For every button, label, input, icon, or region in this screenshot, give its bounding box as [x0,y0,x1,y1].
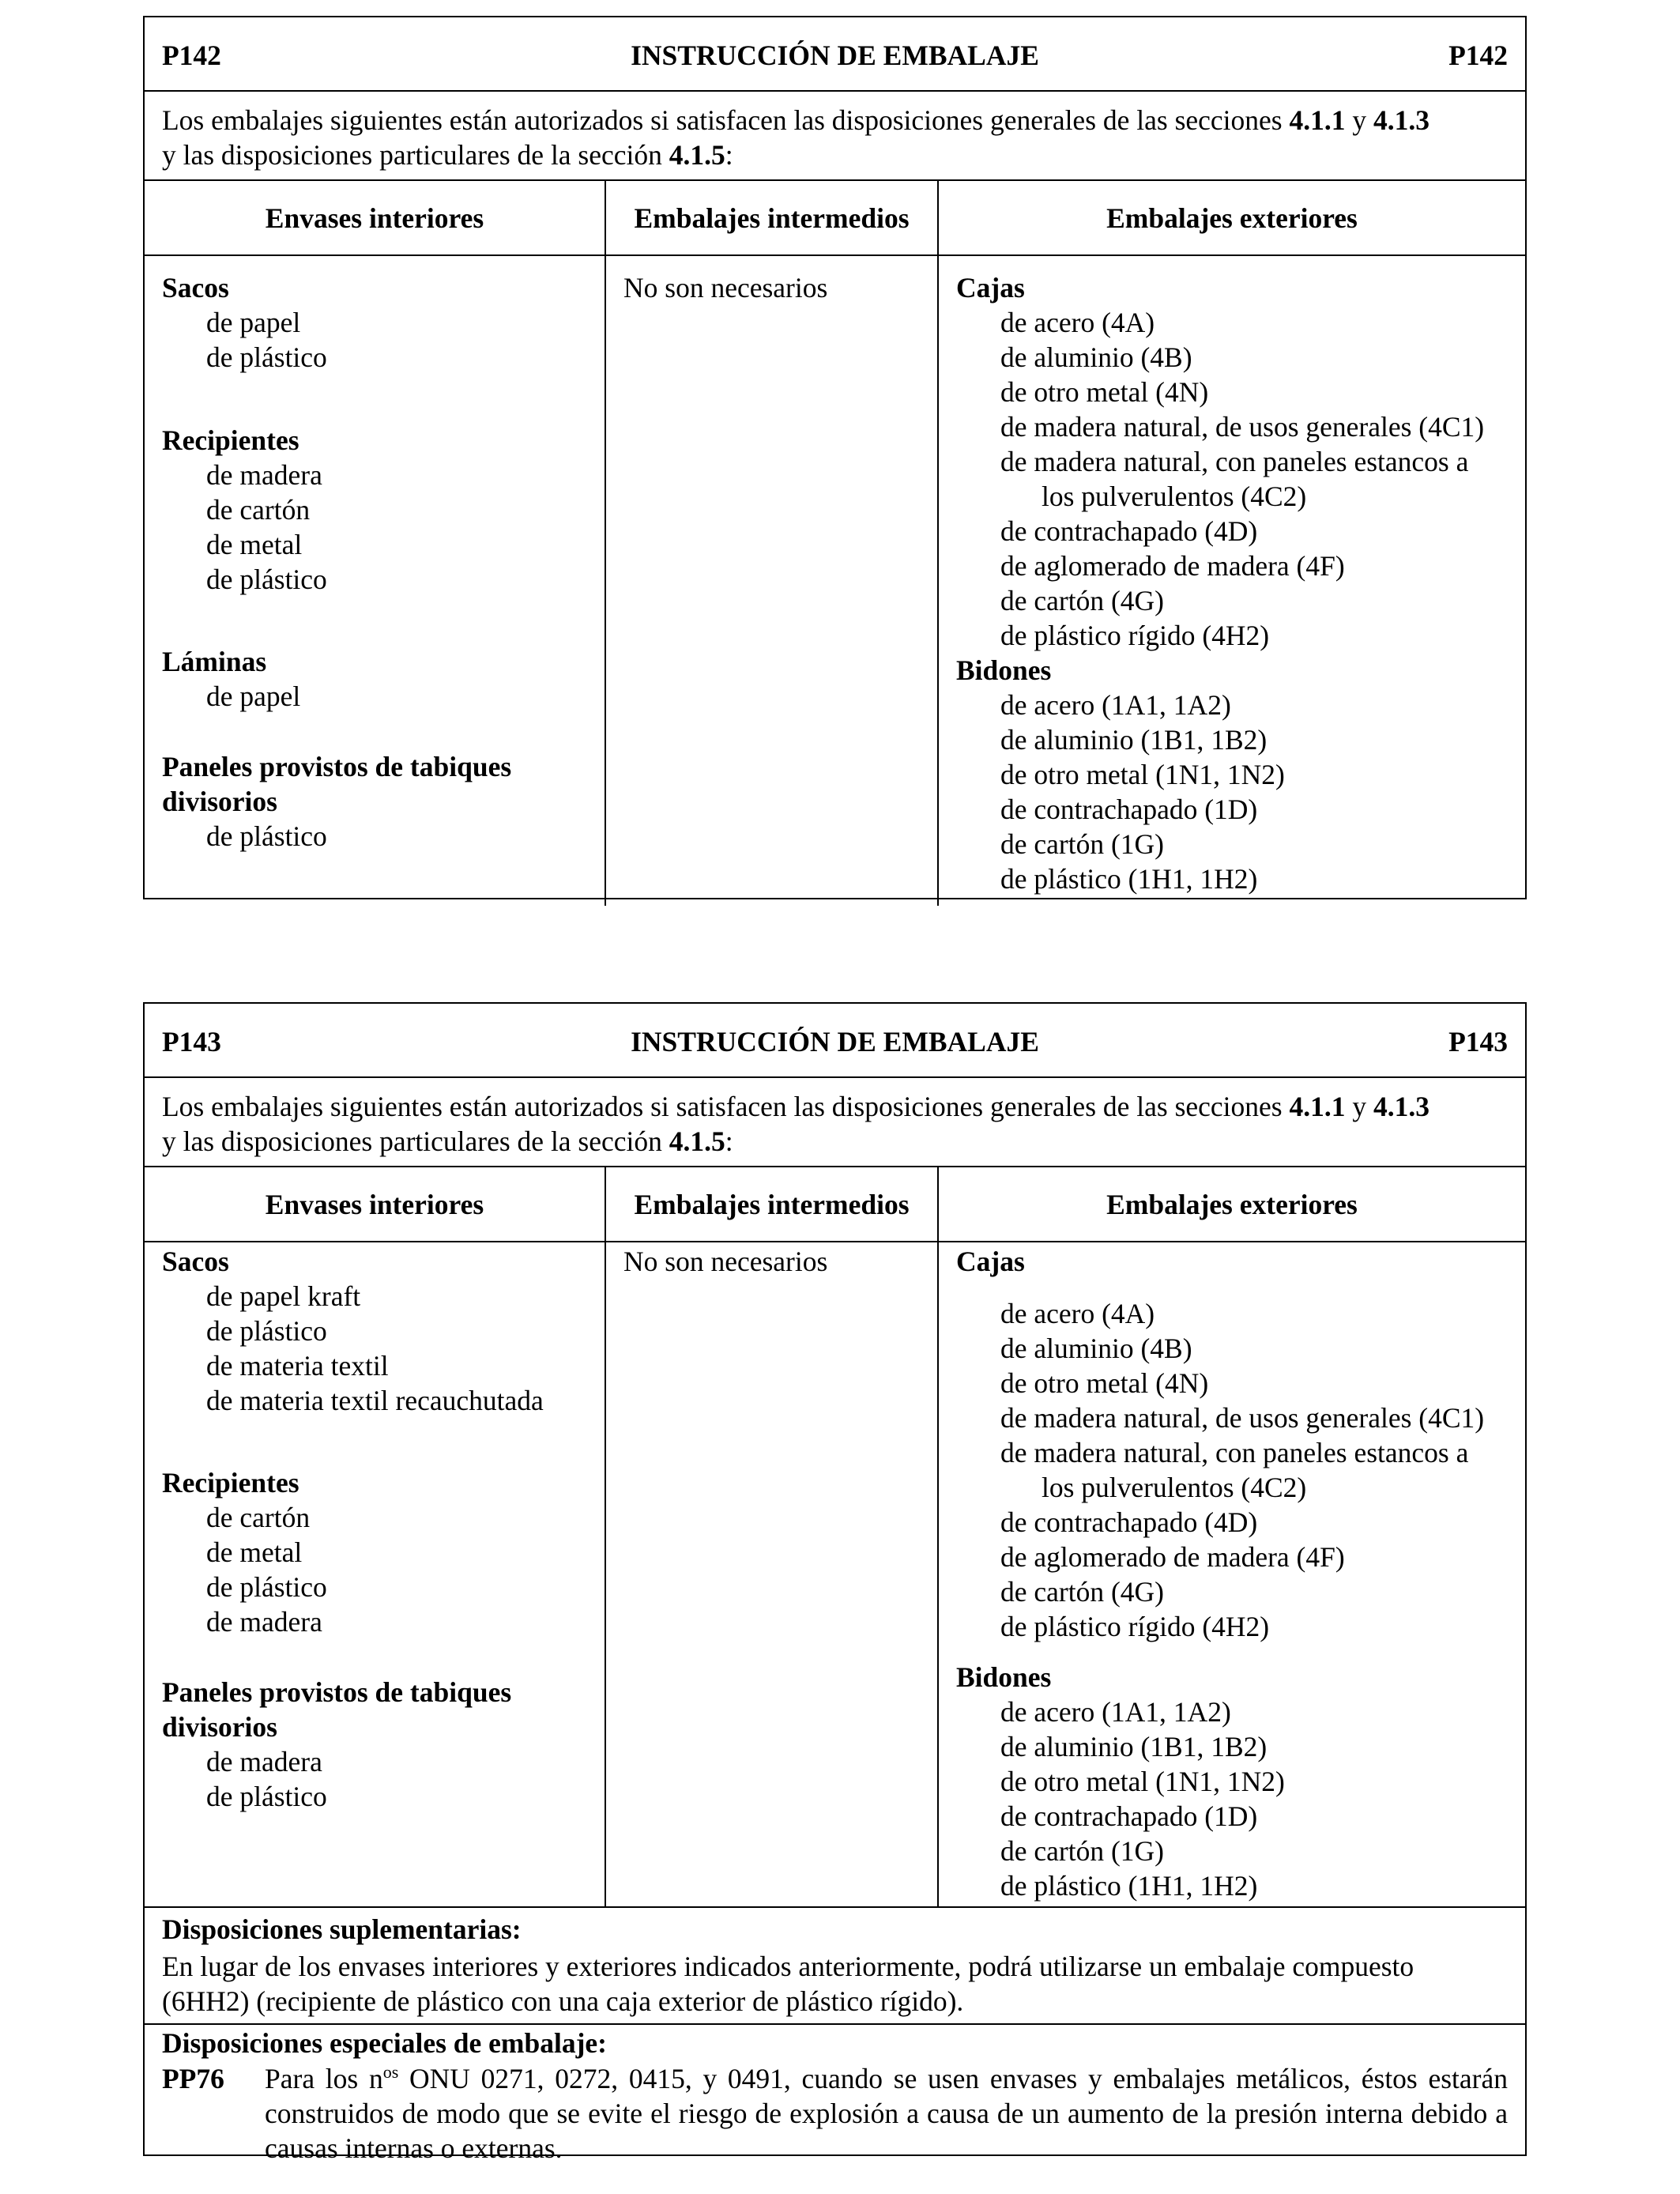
list-item: de metal [206,529,303,560]
section-ref: 4.1.3 [1373,1091,1430,1122]
intro-text: y las disposiciones particulares de la sección [162,139,669,171]
list-item: de acero (1A1, 1A2) [1000,689,1231,721]
intro-text: y [1345,1091,1373,1122]
instruction-code-left: P142 [162,40,221,71]
list-item: de plástico [206,1315,327,1347]
column-header-outer: Embalajes exteriores [1106,1188,1358,1220]
provision-text [265,2061,1508,2166]
outer-packagings [939,256,1525,906]
list-item: de cartón [206,1502,311,1533]
list-item: de madera natural, de usos generales (4C1) [1000,1402,1485,1434]
column-header-inner: Envases interiores [145,181,606,254]
instruction-title: INSTRUCCIÓN DE EMBALAJE [631,40,1039,71]
packing-instruction-p143 [143,1002,1527,2164]
column-header-intermediate: Embalajes intermedios [606,1167,939,1241]
group-title: Cajas [956,1246,1025,1277]
group-title: Sacos [162,1246,229,1277]
intro-text: y [1345,104,1373,136]
packaging-columns [145,256,1525,906]
list-item: de metal [206,1536,303,1568]
instruction-code-left: P143 [162,1026,221,1057]
list-item: de plástico [206,564,327,595]
section-ref: 4.1.1 [1289,104,1346,136]
list-item-continuation: los pulverulentos (4C2) [1042,1472,1307,1503]
supplementary-heading: Disposiciones suplementarias: [162,1913,522,1945]
section-ref: 4.1.3 [1373,104,1430,136]
special-heading: Disposiciones especiales de embalaje: [162,2027,608,2059]
column-header-inner: Envases interiores [145,1167,606,1241]
instruction-header [145,17,1525,92]
list-item: de contrachapado (4D) [1000,1506,1258,1538]
list-item: de papel kraft [206,1280,361,1312]
list-item: de plástico [206,820,327,852]
intermediate-packagings [606,256,939,906]
list-item: de otro metal (1N1, 1N2) [1000,759,1285,790]
list-item: de aluminio (4B) [1000,341,1192,373]
list-item: de plástico (1H1, 1H2) [1000,863,1258,895]
supplementary-text: En lugar de los envases interiores y exteriores indicados anteriormente, podrá utilizarse un embalaje compuesto (6HH2) (recipiente de plástico con una caja exterior de plástico rígido). [162,1951,1414,2017]
list-item: de otro metal (4N) [1000,376,1209,408]
list-item: de cartón (1G) [1000,1835,1164,1867]
list-item: de aluminio (4B) [1000,1333,1192,1364]
list-item: de acero (1A1, 1A2) [1000,1696,1231,1728]
list-item: de aglomerado de madera (4F) [1000,1541,1345,1573]
instruction-intro [145,1078,1525,1167]
supplementary-provisions [145,1906,1525,2023]
list-item: de acero (4A) [1000,1298,1155,1329]
intro-text: : [725,139,733,171]
instruction-code-right: P143 [1448,1026,1508,1057]
list-item: de aluminio (1B1, 1B2) [1000,1731,1268,1762]
special-packing-provisions [145,2023,1525,2166]
instruction-intro [145,92,1525,181]
provision-text-part: ONU 0271, 0272, 0415, y 0491, cuando se usen envases y embalajes metálicos, éstos estarán construidos de modo que se evite el riesgo de explosión a causa de un aumento de la presión interna debido a causas internas o externas. [265,2063,1508,2164]
list-item: de plástico rígido (4H2) [1000,620,1270,651]
column-header-outer: Embalajes exteriores [1106,202,1358,234]
provision-row [162,2061,1508,2166]
intermediate-value: No son necesarios [623,1246,828,1277]
column-headers [145,1167,1525,1242]
group-title: Bidones [956,1661,1052,1693]
list-item: de plástico [206,1781,327,1812]
list-item: de contrachapado (1D) [1000,1800,1258,1832]
intro-text: Los embalajes siguientes están autorizados si satisfacen las disposiciones generales de las secciones [162,104,1290,136]
list-item: de madera [206,459,322,491]
group-title: Láminas [162,646,267,677]
list-item: de cartón (4G) [1000,585,1164,616]
group-title: Paneles provistos de tabiques [162,751,512,782]
provision-text-superscript: os [382,2062,399,2083]
outer-packagings [939,1242,1525,1906]
inner-packagings [145,256,606,906]
list-item: de plástico (1H1, 1H2) [1000,1870,1258,1902]
intermediate-packagings [606,1242,939,1906]
group-title: Bidones [956,654,1052,686]
list-item: de acero (4A) [1000,307,1155,338]
list-item: de cartón [206,494,311,526]
list-item: de papel [206,307,301,338]
list-item: de materia textil recauchutada [206,1385,544,1416]
group-title: Recipientes [162,1467,299,1498]
group-title: Paneles provistos de tabiques [162,1676,512,1708]
list-item: de aluminio (1B1, 1B2) [1000,724,1268,756]
intro-text: : [725,1125,733,1157]
list-item: de plástico [206,1571,327,1603]
list-item: de contrachapado (1D) [1000,794,1258,825]
list-item: de madera natural, con paneles estancos a [1000,1437,1469,1468]
intermediate-value: No son necesarios [623,272,828,303]
instruction-header [145,1004,1525,1078]
group-title: Sacos [162,272,229,303]
intro-text: y las disposiciones particulares de la sección [162,1125,669,1157]
list-item: de otro metal (4N) [1000,1367,1209,1399]
group-title: Recipientes [162,424,299,456]
packaging-columns [145,1242,1525,1906]
list-item: de cartón (4G) [1000,1576,1164,1608]
list-item: de otro metal (1N1, 1N2) [1000,1766,1285,1797]
provision-text-part: Para los n [265,2063,383,2094]
list-item: de aglomerado de madera (4F) [1000,550,1345,582]
group-title: divisorios [162,1711,277,1743]
provision-code: PP76 [162,2063,224,2094]
instruction-title: INSTRUCCIÓN DE EMBALAJE [631,1026,1039,1057]
list-item: de contrachapado (4D) [1000,515,1258,547]
list-item: de plástico rígido (4H2) [1000,1611,1270,1642]
section-ref: 4.1.1 [1289,1091,1346,1122]
inner-packagings [145,1242,606,1906]
list-item: de madera natural, con paneles estancos a [1000,446,1469,477]
group-title: Cajas [956,272,1025,303]
packing-instruction-p142 [143,16,1527,899]
section-ref: 4.1.5 [669,139,725,171]
list-item: de papel [206,680,301,712]
column-header-intermediate: Embalajes intermedios [606,181,939,254]
column-headers [145,181,1525,256]
intro-text: Los embalajes siguientes están autorizados si satisfacen las disposiciones generales de las secciones [162,1091,1290,1122]
group-title: divisorios [162,786,277,817]
list-item: de cartón (1G) [1000,828,1164,860]
section-ref: 4.1.5 [669,1125,725,1157]
list-item: de materia textil [206,1350,389,1382]
list-item: de madera [206,1746,322,1777]
list-item: de plástico [206,341,327,373]
list-item-continuation: los pulverulentos (4C2) [1042,481,1307,512]
instruction-code-right: P142 [1448,40,1508,71]
list-item: de madera natural, de usos generales (4C1) [1000,411,1485,443]
list-item: de madera [206,1606,322,1638]
